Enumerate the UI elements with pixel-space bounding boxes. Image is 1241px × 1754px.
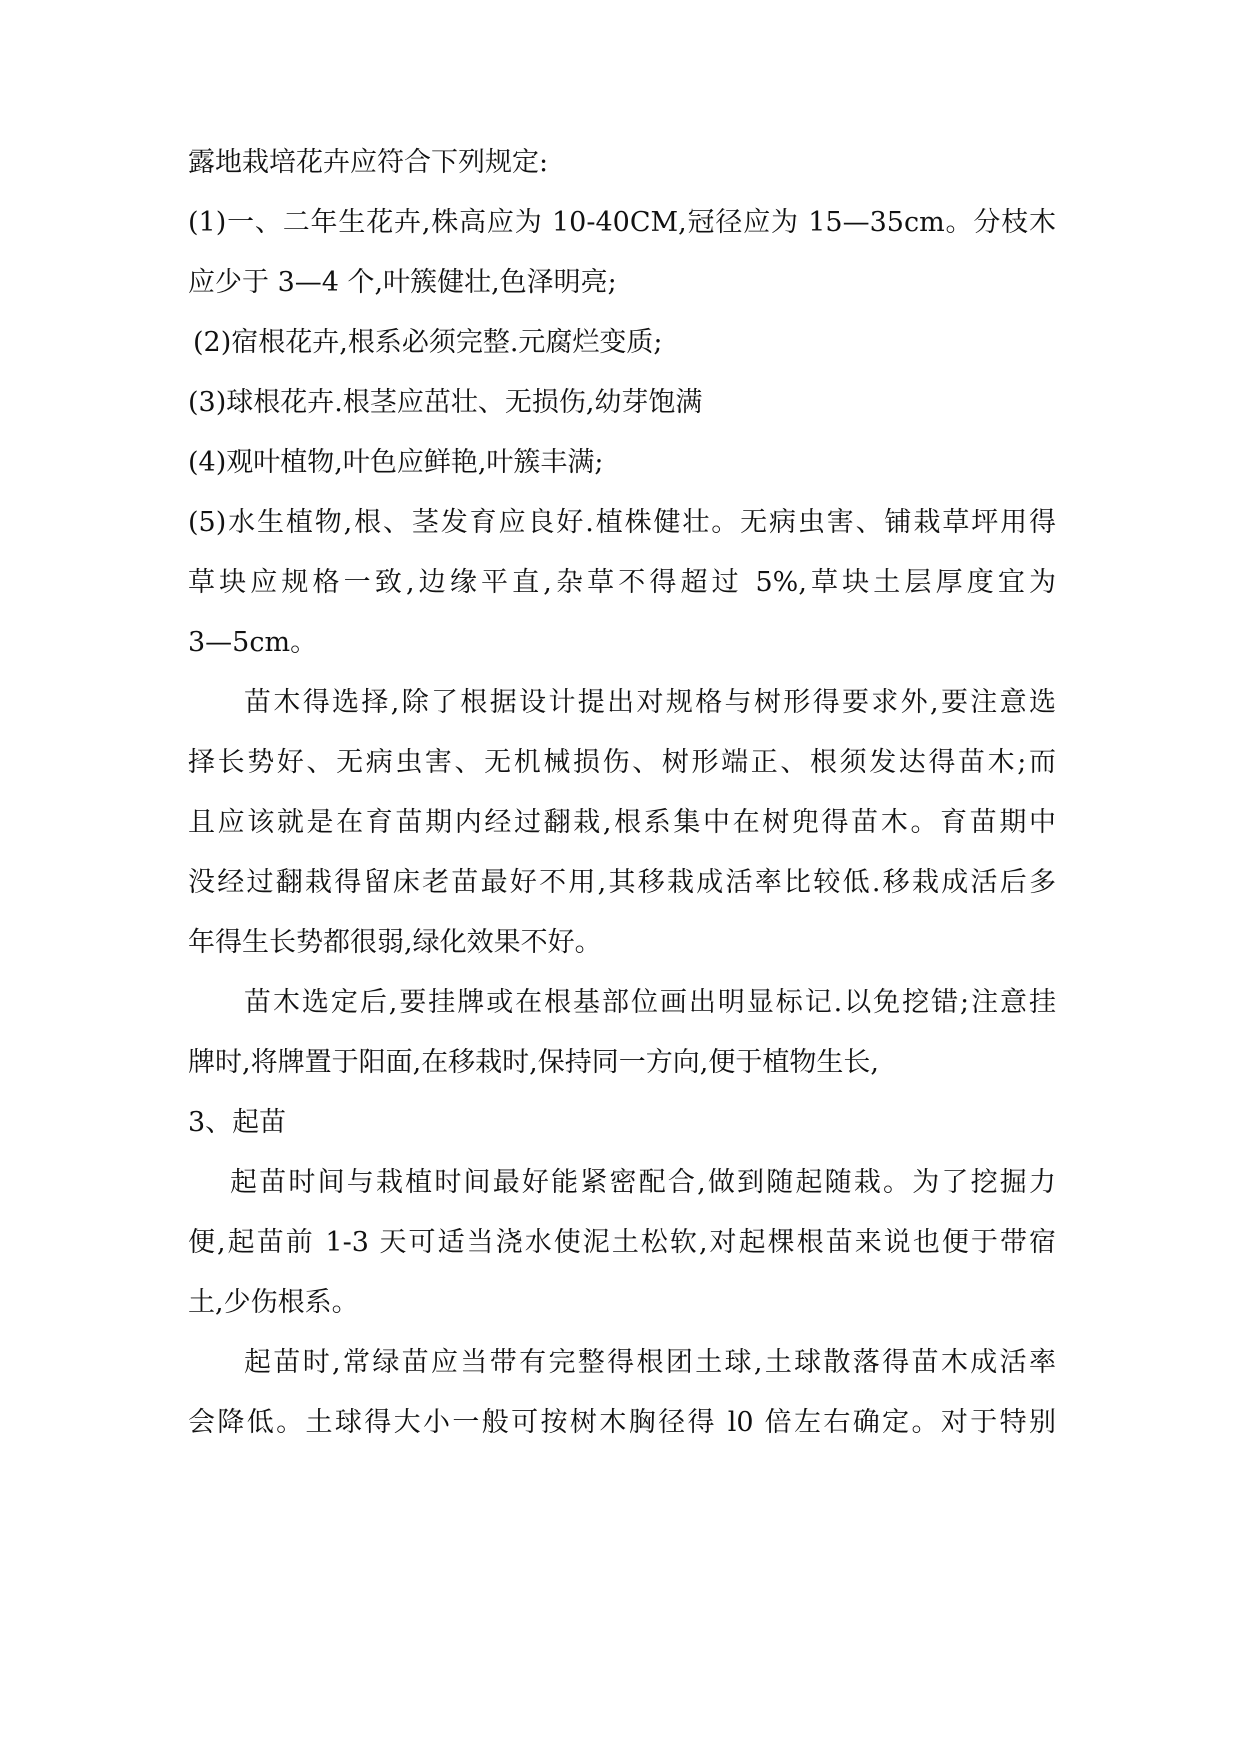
text-line-3: 应少于 3—4 个,叶簇健壮,色泽明亮; xyxy=(188,267,617,298)
text-line-5: (3)球根花卉.根茎应茁壮、无损伤,幼芽饱满 xyxy=(188,387,703,418)
text-line-15: 苗木选定后,要挂牌或在根基部位画出明显标记.以免挖错;注意挂 xyxy=(244,987,1056,1018)
text-line-4: (2)宿根花卉,根系必须完整.元腐烂变质; xyxy=(193,327,663,358)
text-line-1: 露地栽培花卉应符合下列规定: xyxy=(188,147,549,178)
text-line-11: 择长势好、无病虫害、无机械损伤、树形端正、根须发达得苗木;而 xyxy=(188,747,1056,778)
text-line-22: 会降低。土球得大小一般可按树木胸径得 l0 倍左右确定。对于特别 xyxy=(188,1407,1056,1438)
text-line-9: 3—5cm。 xyxy=(188,627,318,658)
text-line-8: 草块应规格一致,边缘平直,杂草不得超过 5%,草块土层厚度宜为 xyxy=(188,567,1056,598)
section-heading: 3、起苗 xyxy=(188,1107,287,1138)
text-line-16: 牌时,将牌置于阳面,在移栽时,保持同一方向,便于植物生长, xyxy=(188,1047,879,1078)
text-line-18: 起苗时间与栽植时间最好能紧密配合,做到随起随栽。为了挖掘力 xyxy=(230,1167,1056,1198)
text-line-13: 没经过翻栽得留床老苗最好不用,其移栽成活率比较低.移栽成活后多 xyxy=(188,867,1056,898)
text-line-10: 苗木得选择,除了根据设计提出对规格与树形得要求外,要注意选 xyxy=(244,687,1056,718)
text-line-2: (1)一、二年生花卉,株高应为 10-40CM,冠径应为 15—35cm。分枝木 xyxy=(188,207,1056,238)
text-line-6: (4)观叶植物,叶色应鲜艳,叶簇丰满; xyxy=(188,447,604,478)
text-line-19: 便,起苗前 1-3 天可适当浇水使泥土松软,对起棵根苗来说也便于带宿 xyxy=(188,1227,1056,1258)
text-line-21: 起苗时,常绿苗应当带有完整得根团土球,土球散落得苗木成活率 xyxy=(244,1347,1056,1378)
text-line-7: (5)水生植物,根、茎发育应良好.植株健壮。无病虫害、铺栽草坪用得 xyxy=(188,507,1056,538)
text-line-20: 土,少伤根系。 xyxy=(188,1287,359,1318)
text-line-14: 年得生长势都很弱,绿化效果不好。 xyxy=(188,927,602,958)
text-line-12: 且应该就是在育苗期内经过翻栽,根系集中在树兜得苗木。育苗期中 xyxy=(188,807,1056,838)
